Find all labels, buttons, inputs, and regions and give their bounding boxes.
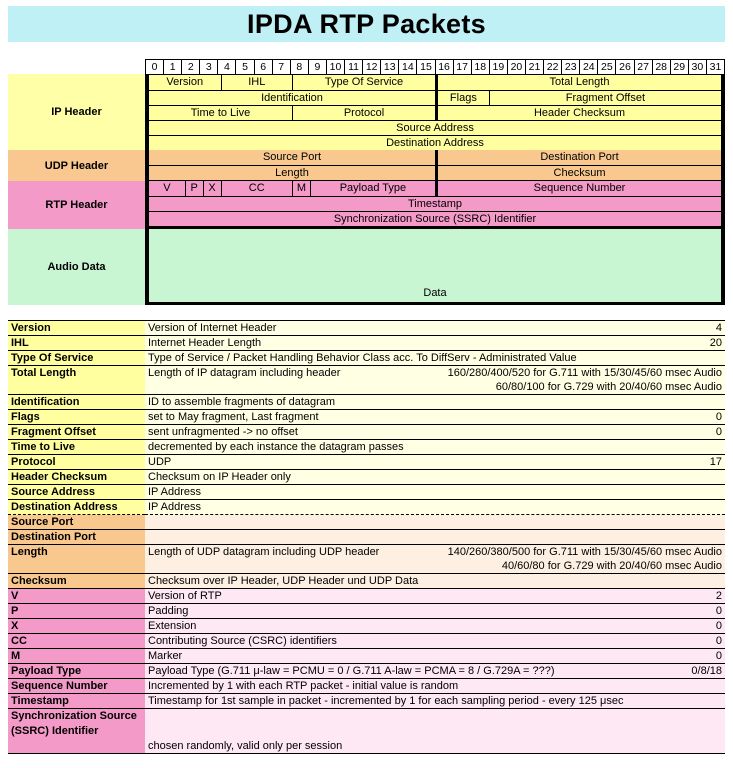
bit-number: 24: [579, 60, 597, 74]
description-row: [8, 709, 725, 754]
field-description-cell: [145, 351, 725, 366]
udp-checksum-field: Checksum: [435, 166, 721, 180]
udp-header-label: UDP Header: [8, 150, 145, 181]
field-description: Extension: [148, 620, 197, 632]
description-row: [8, 679, 725, 694]
field-name: Source Port: [8, 515, 145, 530]
bit-number: 30: [688, 60, 706, 74]
field-description: Padding: [148, 605, 189, 617]
description-row: [8, 619, 725, 634]
field-value: 0: [715, 650, 722, 662]
bit-number: 7: [272, 60, 290, 74]
field-description-cell: [145, 515, 725, 530]
description-row: [8, 485, 725, 500]
field-name: M: [8, 649, 145, 664]
ip-fragment-offset-field: Fragment Offset: [489, 91, 721, 105]
ip-version-field: Version: [166, 76, 204, 88]
field-description-cell: [145, 395, 725, 410]
ip-protocol-field: Protocol: [292, 106, 435, 120]
bit-number: 13: [380, 60, 398, 74]
ip-header-grid: [145, 74, 725, 153]
ip-header-checksum-field: Header Checksum: [435, 106, 721, 120]
field-description-cell: [145, 574, 725, 589]
field-name: Flags: [8, 410, 145, 425]
audio-data-grid: [145, 229, 725, 305]
bit-number: 12: [362, 60, 380, 74]
rtp-cc-field: CC: [221, 181, 293, 196]
field-description-cell: [145, 679, 725, 694]
ip-flags-field: Flags: [435, 91, 489, 105]
field-name: Timestamp: [8, 694, 145, 709]
field-value: 160/280/400/520 for G.711 with 15/30/45/60 msec Audio: [447, 367, 722, 379]
field-name: Identification: [8, 395, 145, 410]
field-value: 20: [709, 337, 722, 349]
description-row: [8, 455, 725, 470]
description-row: [8, 530, 725, 545]
field-description-cell: [145, 410, 725, 425]
bit-number: 8: [290, 60, 308, 74]
description-row: [8, 410, 725, 425]
field-description-cell: [145, 470, 725, 485]
field-name: Length: [8, 545, 145, 574]
rtp-payload-type-field: Payload Type: [310, 181, 435, 196]
udp-source-port-field: Source Port: [262, 151, 322, 163]
field-description-cell: [145, 321, 725, 336]
ip-ttl-field: Time to Live: [190, 107, 251, 119]
field-description-cell: [145, 455, 725, 470]
field-name: X: [8, 619, 145, 634]
field-description-cell: [145, 694, 725, 709]
field-name: Fragment Offset: [8, 425, 145, 440]
field-description: Internet Header Length: [148, 337, 262, 349]
field-name: Type Of Service: [8, 351, 145, 366]
bit-number: 3: [199, 60, 217, 74]
field-description: IP Address: [148, 501, 201, 513]
field-name: Source Address: [8, 485, 145, 500]
field-description-cell: [145, 589, 725, 604]
ip-destination-address-field: Destination Address: [386, 137, 484, 149]
field-value: 4: [715, 322, 722, 334]
rtp-header-label: RTP Header: [8, 181, 145, 229]
bit-number: 11: [344, 60, 362, 74]
field-description: Checksum on IP Header only: [148, 471, 291, 483]
description-row: [8, 574, 725, 589]
field-name: Header Checksum: [8, 470, 145, 485]
field-value: 0: [715, 605, 722, 617]
field-name: V: [8, 589, 145, 604]
rtp-m-field: M: [292, 181, 310, 196]
field-name: P: [8, 604, 145, 619]
field-value: 17: [709, 456, 722, 468]
ip-total-length-field: Total Length: [435, 75, 721, 90]
ip-header-label: IP Header: [8, 74, 145, 150]
description-row: [8, 321, 725, 336]
rtp-timestamp-field: Timestamp: [408, 198, 462, 210]
bit-number: 23: [561, 60, 579, 74]
description-row: [8, 500, 725, 515]
field-description: Version of RTP: [148, 590, 222, 602]
field-description-cell: [145, 604, 725, 619]
bit-number: 2: [181, 60, 199, 74]
ip-ihl-field: IHL: [221, 75, 293, 90]
field-name: CC: [8, 634, 145, 649]
bit-number: 22: [543, 60, 561, 74]
description-row: [8, 545, 725, 574]
field-value: 0: [715, 426, 722, 438]
field-value-secondary: 40/60/80 for G.729 with 20/40/60 msec Audio: [501, 560, 722, 572]
field-description: set to May fragment, Last fragment: [148, 411, 319, 423]
field-name: Payload Type: [8, 664, 145, 679]
field-name: Checksum: [8, 574, 145, 589]
field-description: IP Address: [148, 486, 201, 498]
bit-number: 5: [235, 60, 253, 74]
bit-number: 16: [435, 60, 453, 74]
description-row: [8, 470, 725, 485]
udp-destination-port-field: Destination Port: [435, 150, 721, 165]
bit-number: 26: [615, 60, 633, 74]
field-description: Version of Internet Header: [148, 322, 277, 334]
rtp-sequence-number-field: Sequence Number: [435, 181, 721, 196]
field-name: Version: [8, 321, 145, 336]
udp-header-grid: [145, 150, 725, 183]
bit-number: 6: [254, 60, 272, 74]
description-row: [8, 649, 725, 664]
field-description-cell: [145, 425, 725, 440]
bit-number: 18: [471, 60, 489, 74]
field-value: 140/260/380/500 for G.711 with 15/30/45/60 msec Audio: [447, 546, 722, 558]
field-description-cell: [145, 500, 725, 515]
bit-number: 17: [453, 60, 471, 74]
field-description: Timestamp for 1st sample in packet - incremented by 1 for each sampling period - every 125 μsec: [148, 695, 624, 707]
ip-tos-field: Type Of Service: [292, 75, 435, 90]
bit-number: 29: [670, 60, 688, 74]
field-value: 0/8/18: [691, 665, 722, 677]
field-name: Sequence Number: [8, 679, 145, 694]
field-value: 0: [715, 635, 722, 647]
bit-ruler: [145, 59, 725, 74]
field-name: Synchronization Source (SSRC) Identifier: [8, 709, 145, 754]
field-description: UDP: [148, 456, 172, 468]
description-row: [8, 664, 725, 679]
field-description: Incremented by 1 with each RTP packet - initial value is random: [148, 680, 459, 692]
field-description-cell: [145, 485, 725, 500]
description-row: [8, 694, 725, 709]
rtp-v-field: V: [163, 182, 171, 194]
description-row: [8, 366, 725, 395]
field-description-cell: [145, 634, 725, 649]
bit-number: 27: [634, 60, 652, 74]
field-name: Protocol: [8, 455, 145, 470]
field-description-cell: [145, 545, 725, 574]
bit-number: 20: [507, 60, 525, 74]
field-description-cell: [145, 709, 725, 754]
field-description: Length of IP datagram including header: [148, 367, 341, 379]
field-value: 0: [715, 411, 722, 423]
field-description: Payload Type (G.711 μ-law = PCMU = 0 / G.711 A-law = PCMA = 8 / G.729A = ???): [148, 665, 555, 677]
field-value: 2: [715, 590, 722, 602]
field-description-cell: [145, 649, 725, 664]
field-description: Contributing Source (CSRC) identifiers: [148, 635, 337, 647]
rtp-x-field: X: [203, 181, 221, 196]
description-row: [8, 515, 725, 530]
ip-source-address-field: Source Address: [396, 122, 474, 134]
bit-number: 28: [652, 60, 670, 74]
bit-number: 14: [398, 60, 416, 74]
field-description: sent unfragmented -> no offset: [148, 426, 298, 438]
field-name: Destination Address: [8, 500, 145, 515]
audio-data-field: Data: [423, 287, 447, 299]
field-description-cell: [145, 366, 725, 395]
bit-number: 1: [163, 60, 181, 74]
bit-number: 19: [489, 60, 507, 74]
description-row: [8, 336, 725, 351]
field-description: Marker: [148, 650, 183, 662]
field-name: IHL: [8, 336, 145, 351]
bit-number: 31: [706, 60, 725, 74]
page-title: IPDA RTP Packets: [8, 6, 725, 42]
field-description-cell: [145, 664, 725, 679]
description-row: [8, 589, 725, 604]
bit-number: 21: [525, 60, 543, 74]
field-value: 0: [715, 620, 722, 632]
field-description: Checksum over IP Header, UDP Header und UDP Data: [148, 575, 419, 587]
bit-number: 9: [308, 60, 326, 74]
field-description-cell: [145, 530, 725, 545]
field-description: chosen randomly, valid only per session: [148, 740, 343, 752]
description-row: [8, 395, 725, 410]
field-description-cell: [145, 440, 725, 455]
description-row: [8, 351, 725, 366]
description-row: [8, 425, 725, 440]
udp-length-field: Length: [275, 167, 309, 179]
rtp-header-grid: [145, 181, 725, 229]
audio-data-label: Audio Data: [8, 229, 145, 305]
field-description: Type of Service / Packet Handling Behavior Class acc. To DiffServ - Administrated Value: [148, 352, 577, 364]
field-description: ID to assemble fragments of datagram: [148, 396, 336, 408]
field-description-cell: [145, 619, 725, 634]
rtp-ssrc-field: Synchronization Source (SSRC) Identifier: [333, 213, 537, 225]
field-value-secondary: 60/80/100 for G.729 with 20/40/60 msec Audio: [495, 381, 722, 393]
description-row: [8, 604, 725, 619]
rtp-p-field: P: [185, 181, 203, 196]
bit-number: 10: [326, 60, 344, 74]
field-name: Time to Live: [8, 440, 145, 455]
field-name: Total Length: [8, 366, 145, 395]
field-description: decremented by each instance the datagram passes: [148, 441, 404, 453]
field-description-table: [8, 320, 725, 754]
description-row: [8, 634, 725, 649]
bit-number: 25: [597, 60, 615, 74]
ip-identification-field: Identification: [261, 92, 323, 104]
bit-number: 0: [145, 60, 163, 74]
description-row: [8, 440, 725, 455]
field-description: Length of UDP datagram including UDP header: [148, 546, 380, 558]
bit-number: 4: [217, 60, 235, 74]
field-name: Destination Port: [8, 530, 145, 545]
field-description-cell: [145, 336, 725, 351]
bit-number: 15: [416, 60, 434, 74]
